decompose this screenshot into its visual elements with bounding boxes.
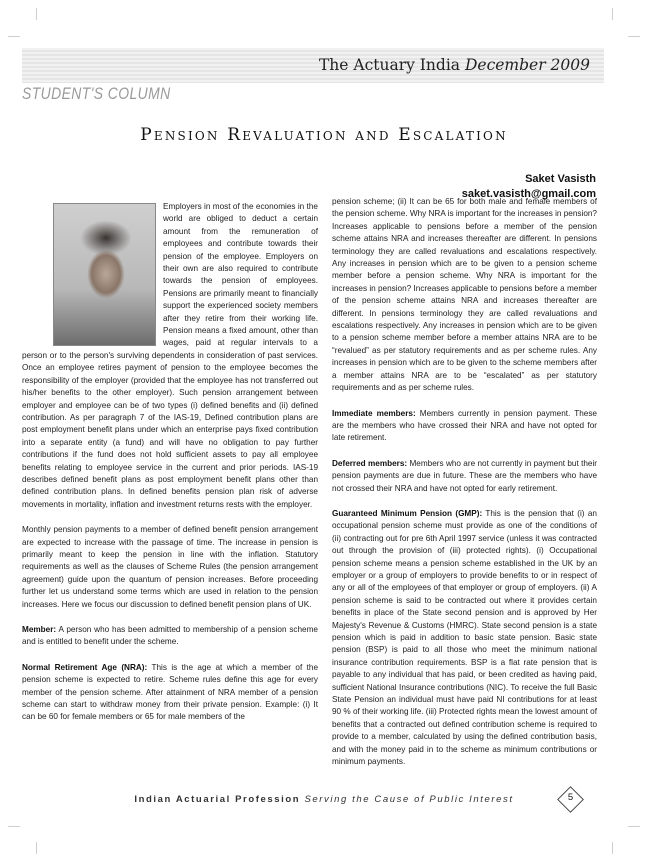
immediate-term: Immediate members: (332, 408, 416, 418)
nra-term: Normal Retirement Age (NRA): (22, 662, 148, 672)
column-label: STUDENT'S COLUMN (22, 84, 171, 103)
issue-date: December 2009 (464, 56, 590, 74)
page-number: 5 (567, 792, 574, 803)
gmp-definition (332, 508, 597, 769)
author-email: saket.vasisth@gmail.com (461, 188, 596, 200)
crop-mark (628, 826, 640, 827)
footer-org: Indian Actuarial Profession (134, 794, 301, 805)
gmp-term: Guaranteed Minimum Pension (GMP): (332, 508, 483, 518)
nra-definition (22, 662, 318, 724)
left-column (22, 201, 318, 737)
crop-mark (8, 36, 20, 37)
crop-mark (628, 36, 640, 37)
increase-paragraph: Monthly pension payments to a member of defined benefit pension arrangement are expected to increase with the passage of time. The increase in pension is primarily meant to keep the pension in line with the inflation. Statutory requirements as well as the clauses of Scheme Rules (the pension arrangement agreement) guide upon the quantum of pension increases. Before proceeding further let us understand some terms which are used in relation to the pension increases. Here we focus our discussion to defined benefit pension plans of UK. (22, 525, 318, 609)
right-column (332, 196, 597, 781)
footer-tagline: Serving the Cause of Public Interest (304, 794, 514, 805)
member-definition (22, 624, 318, 649)
author-name: Saket Vasisth (525, 173, 596, 185)
crop-mark (612, 8, 613, 20)
deferred-definition (332, 458, 597, 495)
deferred-term: Deferred members: (332, 458, 408, 468)
member-term: Member: (22, 625, 57, 634)
nra-continued: pension scheme; (ii) It can be 65 for both male and female members of the pension scheme. Why NRA is important for the increases in pension? Increases applicable to pensions before a member of the pension scheme attains NRA and increases thereafter are different. In pensions terminology they are called revaluations and escalations respectively. Any increases in pension which are to be given to a pension scheme member before a pension scheme. Why NRA is important for the increases in pension? Increases applicable to pensions before a member of the pension scheme attains NRA and increases thereafter are different. In pensions terminology they are called revaluations and escalations respectively. Any increases in pension which are to be given to a pension scheme member before a member attains NRA are to be “revalued” as per statutory requirements and as per scheme rules. Any increases in pension which are to be given to the scheme members after a member attains NRA are to be “escalated” as per statutory requirements and as per scheme rules. (332, 197, 597, 393)
crop-mark (36, 842, 37, 854)
journal-name: The Actuary India (318, 56, 461, 74)
immediate-text: Members currently in pension payment. These are the members who have crossed their NRA and have not opted for late retirement. (332, 408, 597, 443)
crop-mark (8, 826, 20, 827)
intro-paragraph (22, 201, 318, 511)
nra-text: This is the age at which a member of the pension scheme is expected to retire. Scheme rules define this age for every member of the pension scheme. After attainment of NRA member of a pension scheme can start to withdraw money from their private pension. Example: (i) It can be 60 for female members or 65 for male members of the (22, 662, 319, 722)
intro-text: Employers in most of the economies in the world are obliged to deduct a certain amount from the remuneration of employees and contribute towards their pension of the employee. Employers on their own are also required to contribute towards the pension of employees. Pensions are primarily meant to financially support the experienced society members after they retire from their working life. Pension means a fixed amount, other than wages, paid at regular intervals to a person or to the person's surviving dependents in consideration of past services. Once an employee retires payment of pension to the employee becomes the responsibility of the employer (provided that the employee has not transferred out his/her benefits to the other employer). Such pension arrangement between employer and employee can be of two types (i) defined benefits and (ii) defined contribution. As per paragraph 7 of the IAS-19, Defined contribution plans are post employment benefit plans under which an enterprise pays fixed contribution into a separate entity (a fund) and will have no obligation to pay further contributions if the fund does not hold sufficient assets to pay all employee benefits relating to employee service in the current and prior periods. IAS-19 describes defined benefit plans as post employment benefit plans other than defined contribution plans. In defined benefits pension plan risk of adverse movements in mortality, inflation and investment returns rests with the employer. (22, 202, 318, 509)
member-text: A person who has been admitted to membership of a pension scheme and is entitled to benefit under the scheme. (22, 625, 318, 647)
footer (0, 794, 648, 805)
deferred-text: Members who are not currently in payment but their pension payments are due in future. These are the members who have not crossed their NRA and have not opted for early retirement. (332, 458, 597, 493)
photo-spacer (22, 201, 163, 349)
gmp-text: This is the pension that (i) an occupational pension scheme must provide as one of the conditions of (ii) contracting out for pre 6th April 1997 service (unless it was contracted out through the provision of (iii) protected rights). (i) Occupational pension scheme means a pension scheme established in the UK by an employer or a group of employers to provide benefits to or in respect of any or all of the employees of that employer or group of employers. (ii) A pension scheme is said to be contracted out where it provides certain benefits in place of the State second pension and is approved by Her Majesty's Revenue & Customs (HMRC). State second pension is a state pension which is paid in addition to basic state pension. Basic state pension (BSP) is paid to all those who meet the minimum national insurance contribution requirements. BSP is a flat rate pension that is payable to any individual that has paid, or been credited as having paid, sufficient National Insurance contributions (NIC). To receive the full Basic State Pension an individual must have paid NI contributions for at least 90 % of their working life. (iii) Protected rights mean the lowest amount of benefits that a contracted out defined contribution scheme is required to provide to a member, calculated by using the defined contribution basis, and with the money paid in to the scheme as minimum contributions or minimum payments. (332, 508, 597, 767)
article-title: Pension Revaluation and Escalation (140, 125, 508, 145)
crop-mark (612, 842, 613, 854)
journal-title (319, 56, 590, 74)
immediate-definition (332, 408, 597, 445)
crop-mark (36, 8, 37, 20)
